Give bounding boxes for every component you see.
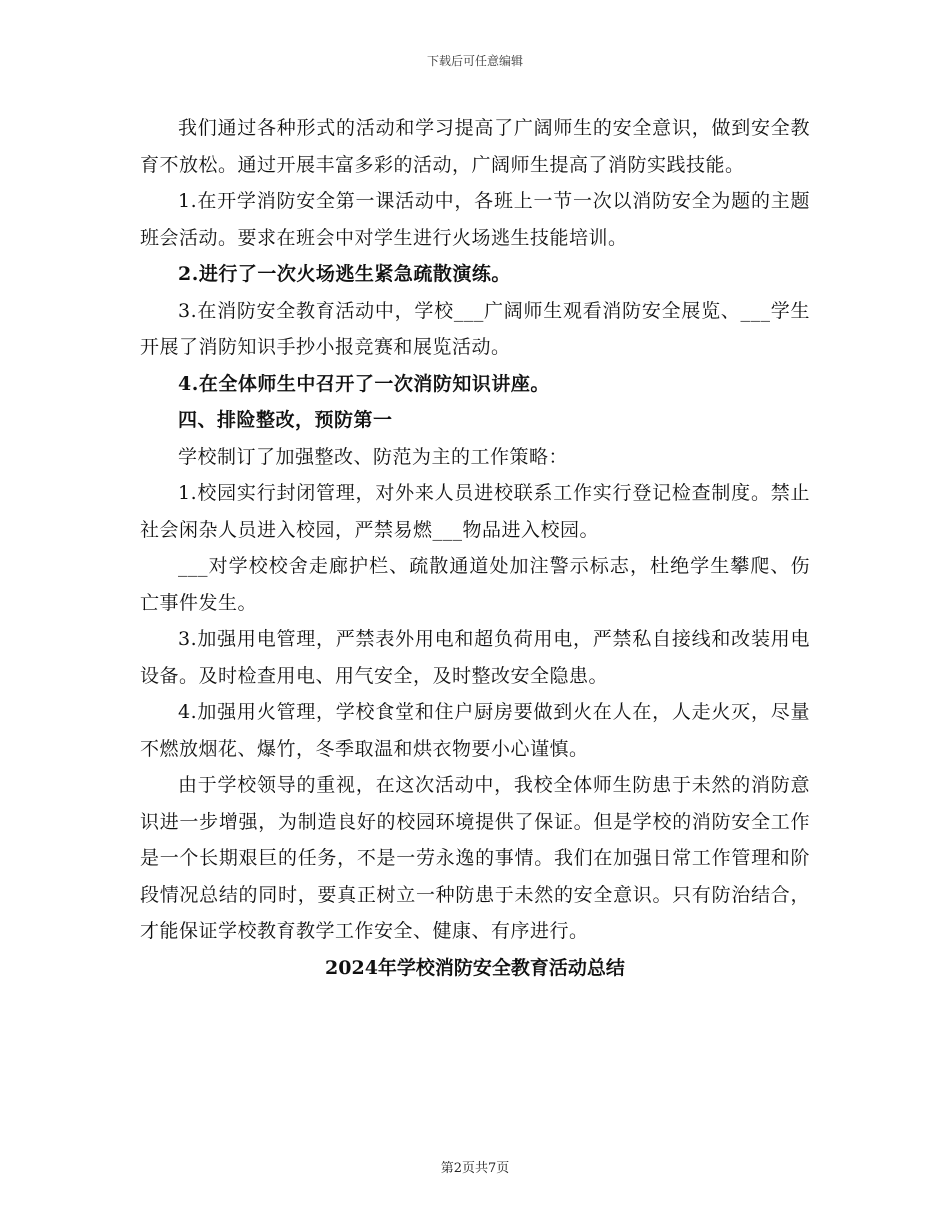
paragraph-conclusion: 由于学校领导的重视，在这次活动中，我校全体师生防患于未然的消防意识进一步增强，为制造良好的校园环境提供了保证。但是学校的消防安全工作是一个长期艰巨的任务，不是一劳永逸的事情。我们在加强日常工作管理和阶段情况总结的同时，要真正树立一种防患于未然的安全意识。只有防治结合，才能保证学校教育教学工作安全、健康、有序进行。 (140, 774, 810, 942)
paragraph-item-1: 1.在开学消防安全第一课活动中，各班上一节一次以消防安全为题的主题班会活动。要求在班会中对学生进行火场逃生技能培训。 (140, 190, 810, 249)
paragraph-item-4: 4.在全体师生中召开了一次消防知识讲座。 (178, 372, 550, 395)
paragraph-strategy-4: 4.加强用火管理，学校食堂和住户厨房要做到火在人在，人走火灭，尽量不燃放烟花、爆竹，冬季取温和烘衣物要小心谨慎。 (140, 701, 810, 760)
page-header: 下载后可任意编辑 (426, 54, 523, 68)
paragraph-strategy: 学校制订了加强整改、防范为主的工作策略： (178, 445, 569, 468)
paragraph-strategy-2: ___对学校校舍走廊护栏、疏散通道处加注警示标志，杜绝学生攀爬、伤亡事件发生。 (140, 555, 810, 614)
paragraph-intro: 我们通过各种形式的活动和学习提高了广阔师生的安全意识，做到安全教育不放松。通过开展丰富多彩的活动，广阔师生提高了消防实践技能。 (140, 117, 810, 176)
page-footer: 第2页共7页 (440, 1161, 510, 1176)
paragraph-strategy-1: 1.校园实行封闭管理，对外来人员进校联系工作实行登记检查制度。禁止社会闲杂人员进入校园，严禁易燃___物品进入校园。 (140, 482, 810, 541)
document-body (140, 110, 810, 986)
next-document-title: 2024年学校消防安全教育活动总结 (325, 956, 625, 979)
paragraph-item-3: 3.在消防安全教育活动中，学校___广阔师生观看消防安全展览、___学生开展了消防知识手抄小报竞赛和展览活动。 (140, 299, 810, 358)
paragraph-strategy-3: 3.加强用电管理，严禁表外用电和超负荷用电，严禁私自接线和改装用电设备。及时检查用电、用气安全，及时整改安全隐患。 (140, 628, 810, 687)
section-heading: 四、排险整改，预防第一 (178, 409, 393, 431)
paragraph-item-2: 2.进行了一次火场逃生紧急疏散演练。 (178, 263, 511, 285)
